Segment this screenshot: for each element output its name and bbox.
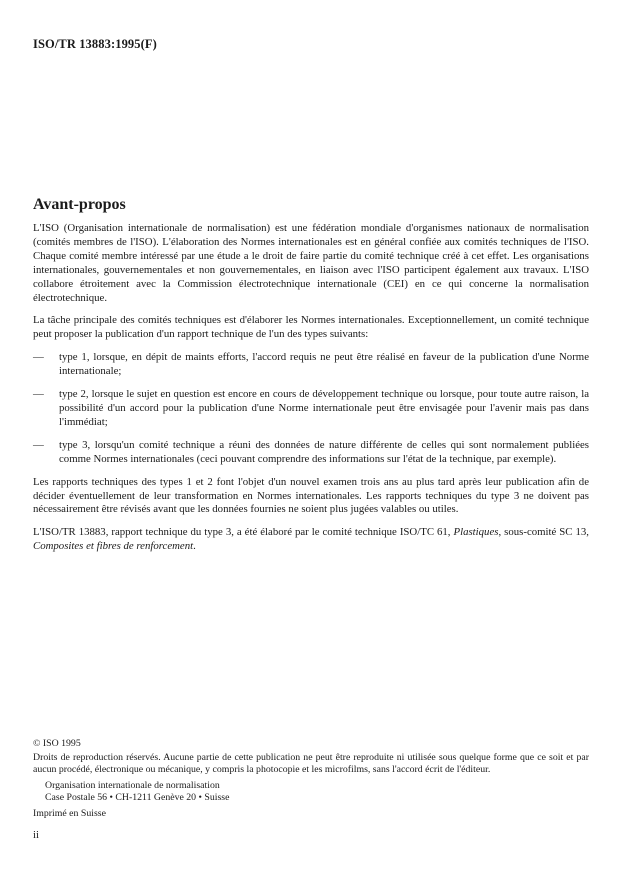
paragraph-review: Les rapports techniques des types 1 et 2 font l'objet d'un nouvel examen trois ans au plus tard après leur publication afin de décider éventuellement de leur transformation en Normes internationales. Les rapports techniques du type 3 ne doivent pas nécessairement être révisés avant que les données fournies ne soient plus jugées valables ou utiles. <box>33 475 589 516</box>
organisation-address: Case Postale 56 • CH-1211 Genève 20 • Suisse <box>45 791 230 803</box>
list-item-text: type 3, lorsqu'un comité technique a réuni des données de nature différente de celles qui sont normalement publiées comme Normes internationales (ceci pouvant comprendre des informations sur l'état de la technique, par exemple). <box>59 438 589 465</box>
list-item-text: type 1, lorsque, en dépit de maints efforts, l'accord requis ne peut être réalisé en faveur de la publication d'une Norme internationale; <box>59 351 589 378</box>
paragraph-technical-committees: La tâche principale des comités techniques est d'élaborer les Normes internationales. Exceptionnellement, un comité technique peut proposer la publication d'un rapport technique de l'un des types suivants: <box>33 314 589 341</box>
committee-name: Plastiques <box>453 526 499 539</box>
page-title: Avant-propos <box>33 196 126 213</box>
list-item <box>33 388 589 430</box>
document-id-header: ISO/TR 13883:1995(F) <box>33 37 157 51</box>
printed-in: Imprimé en Suisse <box>33 808 106 820</box>
paragraph-committee <box>33 526 589 554</box>
subcommittee-name: Composites et fibres de renforcement <box>33 540 194 553</box>
dash-bullet: — <box>33 388 44 401</box>
period: . <box>193 540 196 553</box>
dash-bullet: — <box>33 438 44 451</box>
report-types-list <box>33 351 589 466</box>
foreword-body <box>33 222 589 563</box>
dash-bullet: — <box>33 351 44 364</box>
list-item <box>33 351 589 379</box>
rights-statement: Droits de reproduction réservés. Aucune partie de cette publication ne peut être reproduite ni utilisée sous quelque forme que ce soit et par aucun procédé, électronique ou mécanique, y compris la photocopie et les microfilms, sans l'accord écrit de l'éditeur. <box>33 752 589 776</box>
copyright-footer <box>33 738 589 820</box>
subcommittee-text: , sous-comité SC 13, <box>498 526 589 539</box>
copyright-notice: © ISO 1995 <box>33 738 81 749</box>
list-item <box>33 439 589 467</box>
list-item-text: type 2, lorsque le sujet en question est encore en cours de développement technique ou lorsque, pour toute autre raison, la possibilité d'un accord pour la publication d'une Norme internationale peut être envisagée pour l'avenir mais pas dans l'immédiat; <box>59 388 589 428</box>
organisation-name: Organisation internationale de normalisation <box>45 779 220 791</box>
paragraph-iso-intro: L'ISO (Organisation internationale de normalisation) est une fédération mondiale d'organismes nationaux de normalisation (comités membres de l'ISO). L'élaboration des Normes internationales est en général confiée aux comités techniques de l'ISO. Chaque comité membre intéressé par une étude a le droit de faire partie du comité technique créé à cet effet. Les organisations internationales, gouvernementales et non gouvernementales, en liaison avec l'ISO participent également aux travaux. L'ISO collabore étroitement avec la Commission électrotechnique internationale (CEI) en ce qui concerne la normalisation électrotechnique. <box>33 222 589 304</box>
committee-text: L'ISO/TR 13883, rapport technique du type 3, a été élaboré par le comité technique ISO/TC 61, <box>33 526 454 539</box>
page-number: ii <box>33 829 39 841</box>
